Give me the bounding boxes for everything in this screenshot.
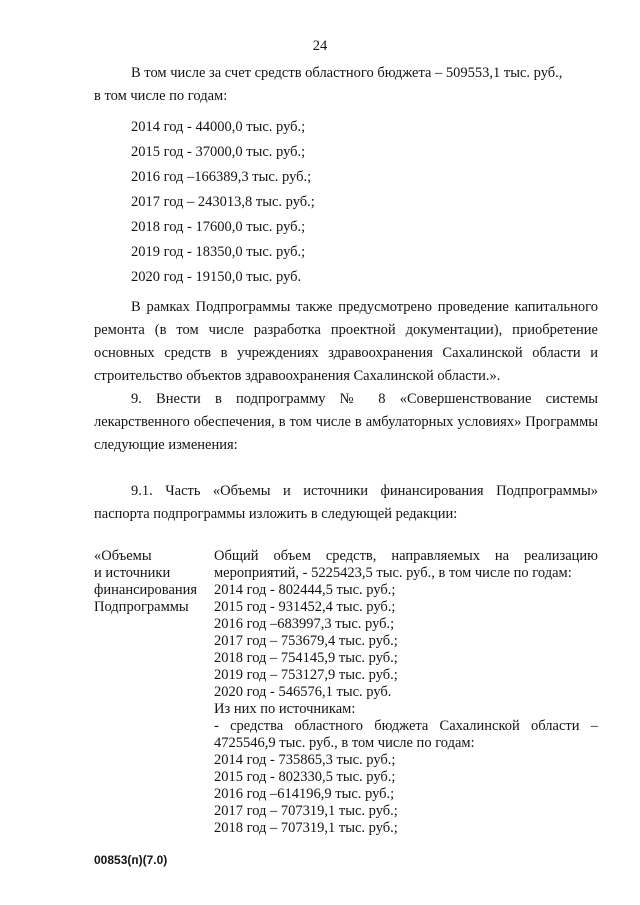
passport-total-year: 2020 год - 546576,1 тыс. руб. (214, 684, 392, 700)
passport-sources-heading: Из них по источникам: (214, 701, 356, 717)
passport-label-line: «Объемы (94, 548, 152, 564)
capital-repair-paragraph: В рамках Подпрограммы также предусмотрено проведение капитального ремонта (в том числе разработка проектной документации), приобретение основных средств в учреждениях здравоохранения Сахалинской области и строительство объектов здравоохранения Сахалинской области.». (94, 299, 598, 384)
passport-label (94, 548, 197, 616)
passport-total-year: 2016 год –683997,3 тыс. руб.; (214, 616, 395, 632)
footer-document-code: 00853(п)(7.0) (94, 853, 168, 867)
passport-total: Общий объем средств, направляемых на реализацию мероприятий, - 5225423,5 тыс. руб., в том числе по годам: (214, 548, 598, 581)
passport-regional-budget: - средства областного бюджета Сахалинской области – 4725546,9 тыс. руб., в том числе по годам: (214, 718, 598, 751)
passport-total-year: 2014 год - 802444,5 тыс. руб.; (214, 582, 396, 598)
passport-regional-year: 2014 год - 735865,3 тыс. руб.; (214, 752, 396, 768)
passport-label-line: Подпрограммы (94, 599, 189, 615)
passport-content (214, 548, 598, 837)
passport-total-year: 2017 год – 753679,4 тыс. руб.; (214, 633, 398, 649)
year-item: 2020 год - 19150,0 тыс. руб. (131, 269, 302, 285)
year-item: 2016 год –166389,3 тыс. руб.; (131, 169, 312, 185)
year-item: 2018 год - 17600,0 тыс. руб.; (131, 219, 306, 235)
year-item: 2017 год – 243013,8 тыс. руб.; (131, 194, 315, 210)
passport-regional-year: 2015 год - 802330,5 тыс. руб.; (214, 769, 396, 785)
passport-total-year: 2019 год – 753127,9 тыс. руб.; (214, 667, 398, 683)
passport-total-year: 2018 год – 754145,9 тыс. руб.; (214, 650, 398, 666)
passport-regional-year: 2017 год – 707319,1 тыс. руб.; (214, 803, 398, 819)
passport-regional-year: 2018 год – 707319,1 тыс. руб.; (214, 820, 398, 836)
passport-regional-year: 2016 год –614196,9 тыс. руб.; (214, 786, 395, 802)
passport-label-line: финансирования (94, 582, 198, 598)
regional-years-list (131, 115, 315, 290)
year-item: 2015 год - 37000,0 тыс. руб.; (131, 144, 306, 160)
intro-regional-budget (94, 62, 598, 108)
year-item: 2019 год - 18350,0 тыс. руб.; (131, 244, 306, 260)
page-number: 24 (312, 38, 328, 54)
intro-line-2: в том числе по годам: (94, 88, 228, 104)
year-item: 2014 год - 44000,0 тыс. руб.; (131, 119, 306, 135)
passport-label-line: и источники (94, 565, 171, 581)
item-9-paragraph: 9. Внести в подпрограмму № 8 «Совершенствование системы лекарственного обеспечения, в том числе в амбулаторных условиях» Программы следующие изменения: (94, 391, 598, 453)
item-9-1-paragraph: 9.1. Часть «Объемы и источники финансирования Подпрограммы» паспорта подпрограммы изложить в следующей редакции: (94, 483, 598, 522)
passport-total-year: 2015 год - 931452,4 тыс. руб.; (214, 599, 396, 615)
intro-line-1: В том числе за счет средств областного бюджета – 509553,1 тыс. руб., (131, 65, 563, 81)
